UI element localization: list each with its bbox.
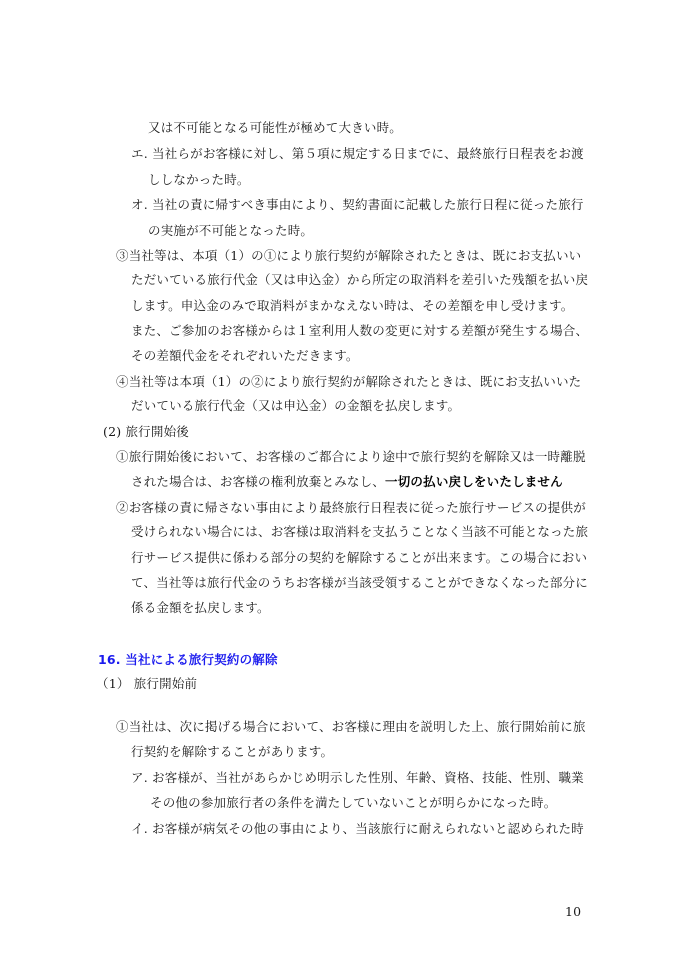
clause-1: ①旅行開始後において、お客様のご都合により途中で旅行契約を解除又は一時離脱 <box>116 449 586 464</box>
text-line: 行サービス提供に係わる部分の契約を解除することが出来ます。この場合におい <box>131 550 588 565</box>
text-line: ししなかった時。 <box>148 172 250 187</box>
text-line: だいている旅行代金（又は申込金）の金額を払戻します。 <box>131 398 461 413</box>
clause-4: ④当社等は本項（1）の②により旅行契約が解除されたときは、既にお支払いいた <box>116 374 582 389</box>
text-line: 行契約を解除することがあります。 <box>131 744 334 759</box>
text-line: します。申込金のみで取消料がまかなえない時は、その差額を申し受けます。 <box>131 298 574 313</box>
text-line: 又は不可能となる可能性が極めて大きい時。 <box>148 120 403 135</box>
emphasis-no-refund: 一切の払い戻しをいたしません <box>385 474 563 489</box>
subsection-2-heading: (2) 旅行開始後 <box>103 424 189 439</box>
text-line: その差額代金をそれぞれいただきます。 <box>131 348 359 363</box>
text-line: 受けられない場合には、お客様は取消料を支払うことなく当該不可能となった旅 <box>131 524 589 539</box>
list-item-a: ア. お客様が、当社があらかじめ明示した性別、年齢、資格、技能、性別、職業 <box>131 770 584 785</box>
clause-3: ③当社等は、本項（1）の①により旅行契約が解除されたときは、既にお支払いい <box>116 248 582 263</box>
text-line: また、ご参加のお客様からは１室利用人数の変更に対する差額が発生する場合、 <box>131 323 589 338</box>
subsection-1-heading: （1） 旅行開始前 <box>96 676 198 691</box>
list-item-o: オ. 当社の責に帰すべき事由により、契約書面に記載した旅行日程に従った旅行 <box>131 197 584 212</box>
list-item-i: イ. お客様が病気その他の事由により、当該旅行に耐えられないと認められた時 <box>131 821 584 836</box>
text-segment: された場合は、お客様の権利放棄とみなし、 <box>131 474 386 489</box>
text-line: ただいている旅行代金（又は申込金）から所定の取消料を差引いた残額を払い戻 <box>131 272 589 287</box>
text-line <box>131 474 563 490</box>
text-line: て、当社等は旅行代金のうちお客様が当該受領することができなくなった部分に <box>131 575 588 590</box>
clause-2: ②お客様の責に帰さない事由により最終旅行日程表に従った旅行サービスの提供が <box>116 500 586 515</box>
text-line: の実施が不可能となった時。 <box>148 223 314 238</box>
list-item-e: エ. 当社らがお客様に対し、第５項に規定する日までに、最終旅行日程表をお渡 <box>131 146 584 161</box>
clause-1: ①当社は、次に掲げる場合において、お客様に理由を説明した上、旅行開始前に旅 <box>116 719 586 734</box>
page-number: 10 <box>565 904 582 919</box>
text-line: その他の参加旅行者の条件を満たしていないことが明らかになった時。 <box>150 795 557 810</box>
text-line: 係る金額を払戻します。 <box>131 600 270 615</box>
section-16-heading: 16. 当社による旅行契約の解除 <box>98 652 278 667</box>
